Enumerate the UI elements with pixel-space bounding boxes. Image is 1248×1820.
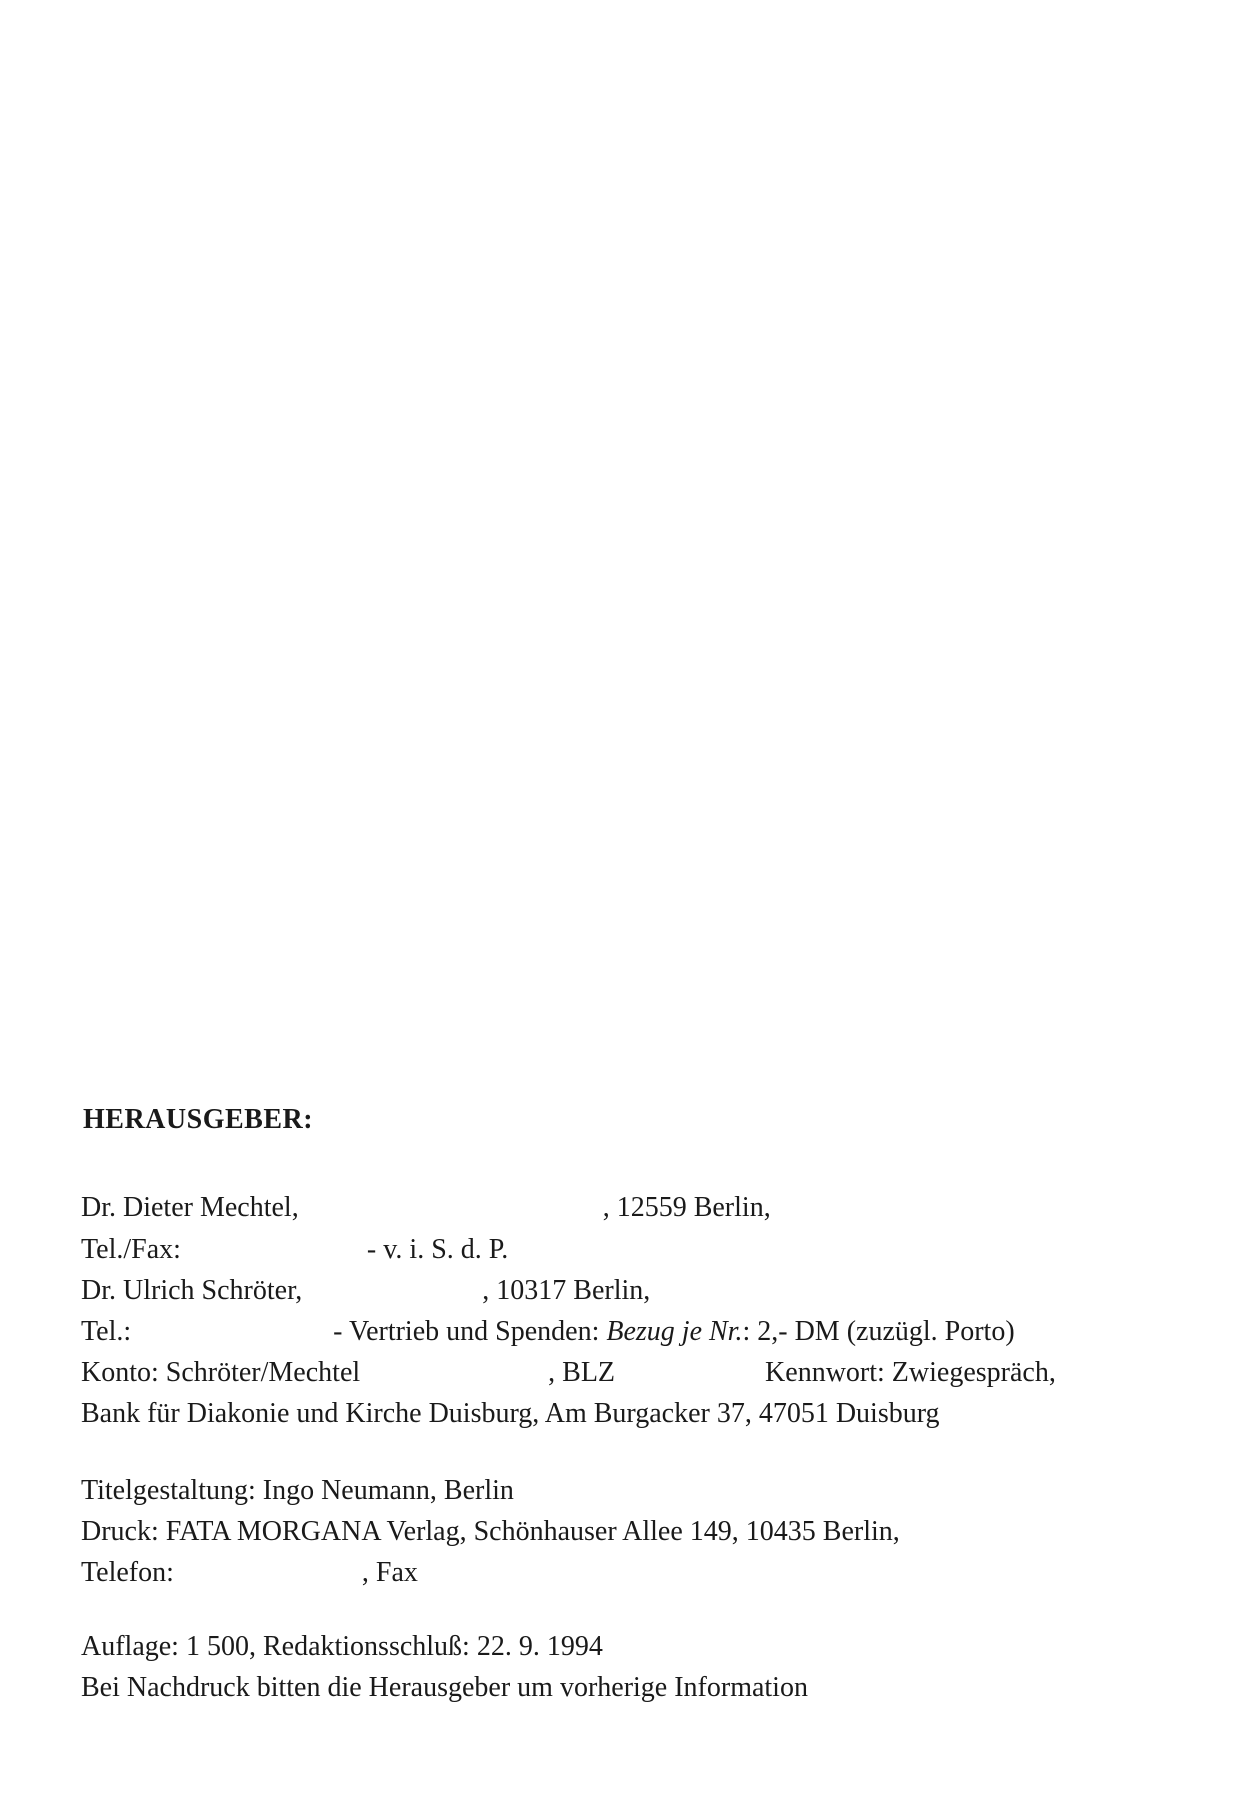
editor-2-phone-line: [81, 1318, 1015, 1346]
editor-1-phone-line: [81, 1236, 508, 1264]
reprint-note: Bei Nachdruck bitten die Herausgeber um vorherige Information: [81, 1672, 808, 1703]
cover-design-line: [81, 1477, 514, 1505]
account-holder: Konto: Schröter/Mechtel: [81, 1357, 361, 1388]
price-value: : 2,- DM (zuzügl. Porto): [742, 1316, 1015, 1347]
printer-fax-label: , Fax: [361, 1557, 418, 1588]
editor-1-line: [81, 1194, 771, 1222]
account-line: [81, 1359, 1056, 1387]
editor-1-phone-label: Tel./Fax:: [81, 1234, 181, 1265]
responsibility-note: - v. i. S. d. P.: [366, 1234, 509, 1265]
bank-code-label: , BLZ: [548, 1357, 616, 1388]
bank-name-address: Bank für Diakonie und Kirche Duisburg, Am Burgacker 37, 47051 Duisburg: [81, 1398, 940, 1429]
editor-2-name: Dr. Ulrich Schröter,: [81, 1275, 303, 1306]
printer-line: [81, 1518, 900, 1546]
printer-phone-label: Telefon:: [81, 1557, 174, 1588]
edition-line: [81, 1633, 603, 1661]
editor-1-city: , 12559 Berlin,: [602, 1192, 771, 1223]
reprint-note-line: [81, 1674, 808, 1702]
bank-line: [81, 1400, 940, 1428]
editor-2-line: [81, 1277, 650, 1305]
price-label: Bezug je Nr.: [606, 1316, 743, 1347]
printer: Druck: FATA MORGANA Verlag, Schönhauser Allee 149, 10435 Berlin,: [81, 1516, 900, 1547]
imprint-heading: HERAUSGEBER:: [83, 1104, 314, 1135]
distribution-note: - Vertrieb und Spenden:: [333, 1316, 600, 1347]
editor-1-name: Dr. Dieter Mechtel,: [81, 1192, 299, 1223]
printer-contact-line: [81, 1559, 418, 1587]
editor-2-city: , 10317 Berlin,: [482, 1275, 651, 1306]
print-run-and-deadline: Auflage: 1 500, Redaktionsschluß: 22. 9. 1994: [81, 1631, 603, 1662]
cover-design: Titelgestaltung: Ingo Neumann, Berlin: [81, 1475, 514, 1506]
editor-2-phone-label: Tel.:: [81, 1316, 132, 1347]
reference-keyword: Kennwort: Zwiegespräch,: [765, 1357, 1056, 1388]
